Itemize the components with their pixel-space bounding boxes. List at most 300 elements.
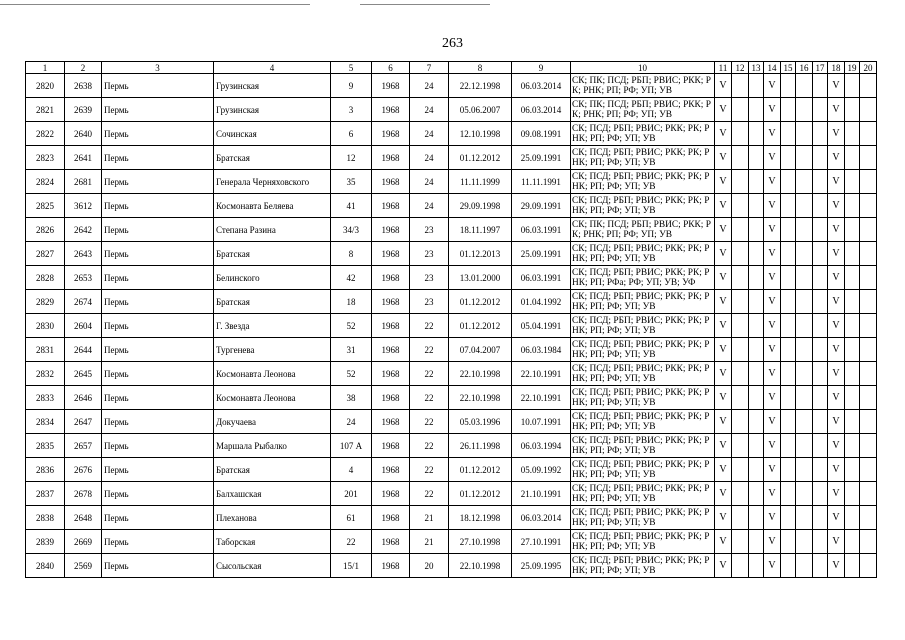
code-cell: 21: [410, 506, 449, 530]
table-row: [26, 554, 877, 578]
table-row: [26, 362, 877, 386]
house-number: 8: [331, 242, 372, 266]
check-col-14: V: [764, 74, 781, 98]
check-col-13: [749, 170, 764, 194]
street-cell: Плеханова: [214, 506, 331, 530]
check-col-17: [813, 482, 828, 506]
check-col-16: [796, 338, 813, 362]
check-col-17: [813, 386, 828, 410]
check-col-17: [813, 458, 828, 482]
check-col-13: [749, 410, 764, 434]
record-id: 2569: [65, 554, 102, 578]
check-col-14: V: [764, 362, 781, 386]
register-table: [25, 61, 877, 578]
check-col-13: [749, 530, 764, 554]
info-codes: СК; ПСД; РБП; РВИС; РКК; РК; РНК; РП; РФ; УП; УВ: [571, 410, 715, 434]
info-codes: СК; ПК; ПСД; РБП; РВИС; РКК; РК; РНК; РП; РФ; УП; УВ: [571, 98, 715, 122]
row-number: 2826: [26, 218, 65, 242]
check-col-15: [781, 506, 796, 530]
check-col-12: [732, 98, 749, 122]
info-codes: СК; ПСД; РБП; РВИС; РКК; РК; РНК; РП; РФ; УП; УВ: [571, 194, 715, 218]
check-col-20: [860, 218, 877, 242]
check-col-11: V: [715, 74, 732, 98]
check-col-17: [813, 170, 828, 194]
code-cell: 22: [410, 482, 449, 506]
city-cell: Пермь: [102, 434, 214, 458]
record-id: 2641: [65, 146, 102, 170]
row-number: 2840: [26, 554, 65, 578]
table-row: [26, 434, 877, 458]
check-col-12: [732, 506, 749, 530]
date-2: 25.09.1995: [512, 554, 571, 578]
column-header: 17: [813, 62, 828, 74]
table-row: [26, 122, 877, 146]
check-col-15: [781, 410, 796, 434]
check-col-19: [845, 146, 860, 170]
table-row: [26, 74, 877, 98]
record-id: 2681: [65, 170, 102, 194]
info-codes: СК; ПСД; РБП; РВИС; РКК; РК; РНК; РП; РФ; УП; УВ: [571, 458, 715, 482]
record-id: 2678: [65, 482, 102, 506]
check-col-15: [781, 338, 796, 362]
year-cell: 1968: [372, 266, 410, 290]
check-col-17: [813, 98, 828, 122]
column-header: 19: [845, 62, 860, 74]
city-cell: Пермь: [102, 242, 214, 266]
check-col-19: [845, 242, 860, 266]
check-col-19: [845, 74, 860, 98]
check-col-11: V: [715, 410, 732, 434]
check-col-19: [845, 554, 860, 578]
date-1: 05.06.2007: [449, 98, 512, 122]
year-cell: 1968: [372, 338, 410, 362]
code-cell: 23: [410, 218, 449, 242]
city-cell: Пермь: [102, 458, 214, 482]
date-2: 06.03.1994: [512, 434, 571, 458]
check-col-19: [845, 290, 860, 314]
year-cell: 1968: [372, 290, 410, 314]
year-cell: 1968: [372, 362, 410, 386]
date-2: 06.03.1991: [512, 218, 571, 242]
check-col-18: V: [828, 74, 845, 98]
check-col-18: V: [828, 554, 845, 578]
table-row: [26, 146, 877, 170]
record-id: 2674: [65, 290, 102, 314]
check-col-14: V: [764, 458, 781, 482]
check-col-20: [860, 242, 877, 266]
year-cell: 1968: [372, 194, 410, 218]
check-col-14: V: [764, 554, 781, 578]
code-cell: 22: [410, 386, 449, 410]
check-col-11: V: [715, 554, 732, 578]
code-cell: 22: [410, 362, 449, 386]
record-id: 2657: [65, 434, 102, 458]
check-col-16: [796, 458, 813, 482]
column-header: 7: [410, 62, 449, 74]
page-number: 263: [442, 36, 463, 51]
check-col-14: V: [764, 386, 781, 410]
check-col-16: [796, 146, 813, 170]
check-col-17: [813, 290, 828, 314]
check-col-11: V: [715, 194, 732, 218]
check-col-15: [781, 146, 796, 170]
check-col-20: [860, 482, 877, 506]
row-number: 2831: [26, 338, 65, 362]
street-cell: Белинского: [214, 266, 331, 290]
check-col-19: [845, 482, 860, 506]
check-col-13: [749, 218, 764, 242]
row-number: 2832: [26, 362, 65, 386]
date-1: 01.12.2012: [449, 290, 512, 314]
check-col-13: [749, 74, 764, 98]
check-col-18: V: [828, 506, 845, 530]
date-1: 27.10.1998: [449, 530, 512, 554]
info-codes: СК; ПСД; РБП; РВИС; РКК; РК; РНК; РП; РФ; УП; УВ: [571, 290, 715, 314]
date-1: 29.09.1998: [449, 194, 512, 218]
row-number: 2825: [26, 194, 65, 218]
check-col-13: [749, 266, 764, 290]
house-number: 22: [331, 530, 372, 554]
column-header: 14: [764, 62, 781, 74]
house-number: 42: [331, 266, 372, 290]
check-col-17: [813, 74, 828, 98]
check-col-20: [860, 98, 877, 122]
date-1: 05.03.1996: [449, 410, 512, 434]
check-col-11: V: [715, 530, 732, 554]
check-col-20: [860, 194, 877, 218]
check-col-12: [732, 314, 749, 338]
info-codes: СК; ПК; ПСД; РБП; РВИС; РКК; РК; РНК; РП; РФ; УП; УВ: [571, 218, 715, 242]
check-col-14: V: [764, 290, 781, 314]
year-cell: 1968: [372, 170, 410, 194]
check-col-18: V: [828, 242, 845, 266]
column-header: 18: [828, 62, 845, 74]
check-col-17: [813, 266, 828, 290]
date-2: 06.03.1984: [512, 338, 571, 362]
check-col-17: [813, 554, 828, 578]
house-number: 38: [331, 386, 372, 410]
top-rule: [360, 4, 490, 5]
check-col-17: [813, 434, 828, 458]
date-1: 01.12.2012: [449, 314, 512, 338]
code-cell: 22: [410, 458, 449, 482]
city-cell: Пермь: [102, 314, 214, 338]
date-2: 10.07.1991: [512, 410, 571, 434]
city-cell: Пермь: [102, 338, 214, 362]
date-1: 18.11.1997: [449, 218, 512, 242]
year-cell: 1968: [372, 218, 410, 242]
check-col-15: [781, 266, 796, 290]
street-cell: Братская: [214, 458, 331, 482]
house-number: 61: [331, 506, 372, 530]
check-col-16: [796, 170, 813, 194]
column-header: 12: [732, 62, 749, 74]
check-col-19: [845, 386, 860, 410]
city-cell: Пермь: [102, 98, 214, 122]
check-col-20: [860, 410, 877, 434]
check-col-13: [749, 98, 764, 122]
check-col-18: V: [828, 362, 845, 386]
check-col-16: [796, 554, 813, 578]
house-number: 9: [331, 74, 372, 98]
table-row: [26, 386, 877, 410]
street-cell: Грузинская: [214, 74, 331, 98]
year-cell: 1968: [372, 482, 410, 506]
check-col-18: V: [828, 146, 845, 170]
street-cell: Космонавта Беляева: [214, 194, 331, 218]
column-header: 11: [715, 62, 732, 74]
house-number: 107 А: [331, 434, 372, 458]
column-header: 6: [372, 62, 410, 74]
info-codes: СК; ПСД; РБП; РВИС; РКК; РК; РНК; РП; РФ; УП; УВ: [571, 530, 715, 554]
house-number: 31: [331, 338, 372, 362]
date-1: 01.12.2012: [449, 458, 512, 482]
house-number: 15/1: [331, 554, 372, 578]
record-id: 2643: [65, 242, 102, 266]
check-col-17: [813, 122, 828, 146]
year-cell: 1968: [372, 314, 410, 338]
check-col-12: [732, 242, 749, 266]
city-cell: Пермь: [102, 266, 214, 290]
check-col-19: [845, 122, 860, 146]
date-1: 12.10.1998: [449, 122, 512, 146]
check-col-19: [845, 410, 860, 434]
check-col-19: [845, 506, 860, 530]
record-id: 3612: [65, 194, 102, 218]
check-col-20: [860, 266, 877, 290]
check-col-14: V: [764, 98, 781, 122]
code-cell: 24: [410, 74, 449, 98]
city-cell: Пермь: [102, 290, 214, 314]
check-col-12: [732, 218, 749, 242]
house-number: 3: [331, 98, 372, 122]
street-cell: Братская: [214, 290, 331, 314]
check-col-14: V: [764, 146, 781, 170]
check-col-15: [781, 98, 796, 122]
check-col-20: [860, 554, 877, 578]
check-col-11: V: [715, 434, 732, 458]
year-cell: 1968: [372, 146, 410, 170]
check-col-19: [845, 98, 860, 122]
date-1: 01.12.2012: [449, 146, 512, 170]
city-cell: Пермь: [102, 386, 214, 410]
city-cell: Пермь: [102, 122, 214, 146]
check-col-18: V: [828, 194, 845, 218]
check-col-14: V: [764, 506, 781, 530]
info-codes: СК; ПСД; РБП; РВИС; РКК; РК; РНК; РП; РФ; УП; УВ: [571, 170, 715, 194]
date-1: 01.12.2013: [449, 242, 512, 266]
check-col-12: [732, 146, 749, 170]
record-id: 2638: [65, 74, 102, 98]
date-1: 07.04.2007: [449, 338, 512, 362]
check-col-12: [732, 410, 749, 434]
info-codes: СК; ПСД; РБП; РВИС; РКК; РК; РНК; РП; РФ; УП; УВ: [571, 362, 715, 386]
record-id: 2645: [65, 362, 102, 386]
info-codes: СК; ПСД; РБП; РВИС; РКК; РК; РНК; РП; РФ; УП; УВ: [571, 434, 715, 458]
code-cell: 22: [410, 338, 449, 362]
date-2: 01.04.1992: [512, 290, 571, 314]
record-id: 2647: [65, 410, 102, 434]
check-col-11: V: [715, 362, 732, 386]
check-col-11: V: [715, 218, 732, 242]
check-col-18: V: [828, 170, 845, 194]
check-col-11: V: [715, 122, 732, 146]
check-col-14: V: [764, 194, 781, 218]
check-col-14: V: [764, 122, 781, 146]
check-col-13: [749, 362, 764, 386]
info-codes: СК; ПСД; РБП; РВИС; РКК; РК; РНК; РП; РФ; УП; УВ: [571, 506, 715, 530]
check-col-13: [749, 458, 764, 482]
check-col-19: [845, 458, 860, 482]
check-col-13: [749, 482, 764, 506]
check-col-16: [796, 242, 813, 266]
check-col-16: [796, 74, 813, 98]
date-2: 22.10.1991: [512, 386, 571, 410]
row-number: 2834: [26, 410, 65, 434]
check-col-17: [813, 410, 828, 434]
street-cell: Докучаева: [214, 410, 331, 434]
check-col-18: V: [828, 386, 845, 410]
info-codes: СК; ПСД; РБП; РВИС; РКК; РК; РНК; РП; РФ; УП; УВ: [571, 122, 715, 146]
check-col-14: V: [764, 242, 781, 266]
check-col-16: [796, 98, 813, 122]
check-col-18: V: [828, 434, 845, 458]
check-col-16: [796, 506, 813, 530]
check-col-13: [749, 122, 764, 146]
street-cell: Сысольская: [214, 554, 331, 578]
table-row: [26, 530, 877, 554]
column-header: 15: [781, 62, 796, 74]
check-col-12: [732, 338, 749, 362]
row-number: 2820: [26, 74, 65, 98]
date-2: 06.03.2014: [512, 506, 571, 530]
check-col-18: V: [828, 122, 845, 146]
check-col-20: [860, 530, 877, 554]
check-col-19: [845, 194, 860, 218]
check-col-11: V: [715, 338, 732, 362]
check-col-19: [845, 530, 860, 554]
date-2: 06.03.1991: [512, 266, 571, 290]
check-col-14: V: [764, 434, 781, 458]
row-number: 2824: [26, 170, 65, 194]
date-1: 13.01.2000: [449, 266, 512, 290]
check-col-12: [732, 74, 749, 98]
check-col-13: [749, 290, 764, 314]
check-col-17: [813, 218, 828, 242]
check-col-20: [860, 506, 877, 530]
code-cell: 23: [410, 242, 449, 266]
info-codes: СК; ПСД; РБП; РВИС; РКК; РК; РНК; РП; РФ; УП; УВ: [571, 338, 715, 362]
check-col-12: [732, 554, 749, 578]
date-2: 05.04.1991: [512, 314, 571, 338]
year-cell: 1968: [372, 98, 410, 122]
house-number: 34/3: [331, 218, 372, 242]
check-col-12: [732, 434, 749, 458]
column-header: 1: [26, 62, 65, 74]
check-col-16: [796, 362, 813, 386]
check-col-20: [860, 290, 877, 314]
check-col-20: [860, 362, 877, 386]
check-col-16: [796, 530, 813, 554]
date-2: 09.08.1991: [512, 122, 571, 146]
check-col-20: [860, 434, 877, 458]
code-cell: 22: [410, 434, 449, 458]
house-number: 24: [331, 410, 372, 434]
street-cell: Сочинская: [214, 122, 331, 146]
check-col-13: [749, 242, 764, 266]
table-row: [26, 170, 877, 194]
year-cell: 1968: [372, 458, 410, 482]
check-col-12: [732, 194, 749, 218]
date-2: 06.03.2014: [512, 74, 571, 98]
row-number: 2822: [26, 122, 65, 146]
record-id: 2676: [65, 458, 102, 482]
record-id: 2646: [65, 386, 102, 410]
row-number: 2839: [26, 530, 65, 554]
house-number: 12: [331, 146, 372, 170]
check-col-18: V: [828, 266, 845, 290]
check-col-19: [845, 338, 860, 362]
city-cell: Пермь: [102, 74, 214, 98]
check-col-14: V: [764, 314, 781, 338]
check-col-14: V: [764, 218, 781, 242]
check-col-17: [813, 506, 828, 530]
check-col-12: [732, 290, 749, 314]
code-cell: 24: [410, 122, 449, 146]
check-col-12: [732, 458, 749, 482]
city-cell: Пермь: [102, 554, 214, 578]
check-col-15: [781, 530, 796, 554]
record-id: 2604: [65, 314, 102, 338]
check-col-14: V: [764, 266, 781, 290]
check-col-18: V: [828, 338, 845, 362]
table-row: [26, 410, 877, 434]
street-cell: Космонавта Леонова: [214, 386, 331, 410]
check-col-13: [749, 506, 764, 530]
table-row: [26, 314, 877, 338]
house-number: 35: [331, 170, 372, 194]
check-col-15: [781, 170, 796, 194]
table-row: [26, 506, 877, 530]
record-id: 2648: [65, 506, 102, 530]
year-cell: 1968: [372, 386, 410, 410]
check-col-13: [749, 554, 764, 578]
check-col-18: V: [828, 410, 845, 434]
check-col-15: [781, 434, 796, 458]
code-cell: 21: [410, 530, 449, 554]
table-row: [26, 482, 877, 506]
record-id: 2653: [65, 266, 102, 290]
date-1: 11.11.1999: [449, 170, 512, 194]
check-col-12: [732, 530, 749, 554]
code-cell: 23: [410, 266, 449, 290]
check-col-13: [749, 314, 764, 338]
year-cell: 1968: [372, 242, 410, 266]
table-row: [26, 194, 877, 218]
street-cell: Тургенева: [214, 338, 331, 362]
info-codes: СК; ПСД; РБП; РВИС; РКК; РК; РНК; РП; РФ; УП; УВ: [571, 146, 715, 170]
check-col-15: [781, 482, 796, 506]
table-row: [26, 218, 877, 242]
row-number: 2827: [26, 242, 65, 266]
check-col-18: V: [828, 458, 845, 482]
date-2: 06.03.2014: [512, 98, 571, 122]
check-col-19: [845, 314, 860, 338]
row-number: 2835: [26, 434, 65, 458]
record-id: 2642: [65, 218, 102, 242]
check-col-20: [860, 314, 877, 338]
street-cell: Степана Разина: [214, 218, 331, 242]
